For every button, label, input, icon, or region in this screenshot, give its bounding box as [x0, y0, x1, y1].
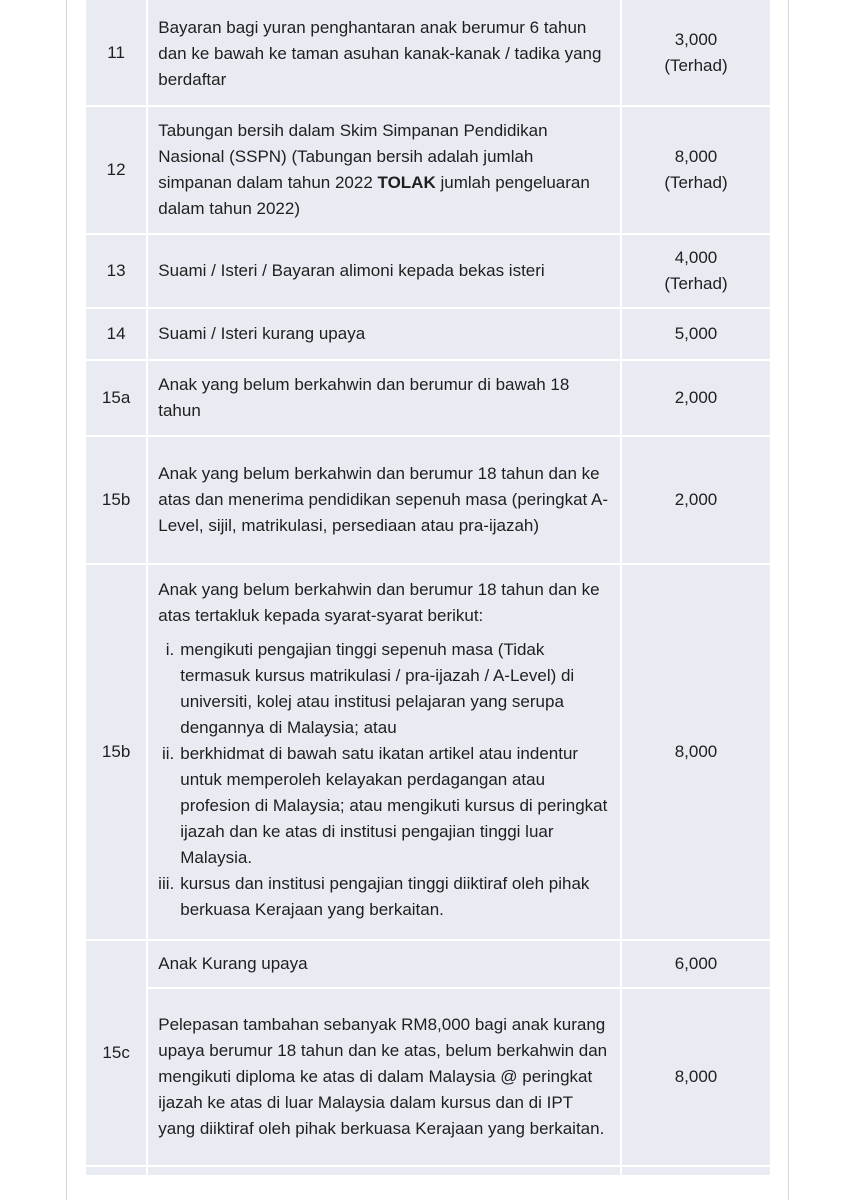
table-row — [86, 235, 770, 307]
row-amount-partial — [622, 1167, 770, 1175]
table-row — [86, 107, 770, 233]
row-amount-note: (Terhad) — [664, 274, 728, 293]
row-amount: 4,000 — [674, 248, 718, 267]
row-number: 13 — [86, 235, 146, 307]
row-amount: 8,000 — [622, 989, 770, 1165]
row-number: 11 — [86, 0, 146, 105]
list-item-text: kursus dan institusi pengajian tinggi diiktiraf oleh pihak berkuasa Kerajaan yang berkaitan. — [180, 874, 590, 919]
tax-relief-table — [84, 0, 772, 1177]
page-frame-left — [66, 0, 67, 1200]
row-amount-note: (Terhad) — [664, 55, 728, 75]
row-description — [148, 565, 620, 939]
row-description: Bayaran bagi yuran penghantaran anak berumur 6 tahun dan ke bawah ke taman asuhan kanak-kanak / tadika yang berdaftar — [148, 0, 620, 105]
row-description: Suami / Isteri / Bayaran alimoni kepada bekas isteri — [148, 235, 620, 307]
row-description-text: Tabungan bersih dalam Skim Simpanan Pendidikan Nasional (SSPN) (Tabungan bersih adalah jumlah simpanan dalam tahun 2022 — [158, 121, 548, 192]
list-item — [158, 741, 610, 871]
row-amount: 8,000 — [674, 147, 718, 166]
row-description: Suami / Isteri kurang upaya — [148, 309, 620, 359]
list-item-text: berkhidmat di bawah satu ikatan artikel atau indentur untuk memperoleh kelayakan perdagangan atau profesion di Malaysia; atau mengikuti kursus di peringkat ijazah dan ke atas di institusi pengajian tinggi luar Malaysia. — [180, 744, 608, 867]
list-item — [158, 637, 610, 741]
row-amount-cell — [622, 235, 770, 307]
row-description: Anak yang belum berkahwin dan berumur 18 tahun dan ke atas dan menerima pendidikan sepenuh masa (peringkat A-Level, sijil, matrikulasi, persediaan atau pra-ijazah) — [148, 437, 620, 563]
row-amount: 5,000 — [622, 309, 770, 359]
row-description: Anak Kurang upaya — [148, 941, 620, 987]
table-row — [86, 0, 770, 105]
row-amount-cell — [622, 0, 770, 105]
row-number: 15a — [86, 361, 146, 435]
table-row — [86, 565, 770, 939]
row-number: 12 — [86, 107, 146, 233]
list-item — [158, 871, 610, 923]
row-description-emphasis: TOLAK — [377, 173, 436, 192]
table-row — [86, 437, 770, 563]
list-item-number: i. — [165, 640, 175, 659]
table-row — [86, 309, 770, 359]
list-item-number: iii. — [158, 874, 175, 893]
row-description: Anak yang belum berkahwin dan berumur di bawah 18 tahun — [148, 361, 620, 435]
row-number: 15b — [86, 565, 146, 939]
table-row-partial — [86, 1167, 770, 1175]
row-amount: 2,000 — [622, 437, 770, 563]
row-number: 14 — [86, 309, 146, 359]
row-description: Pelepasan tambahan sebanyak RM8,000 bagi anak kurang upaya berumur 18 tahun dan ke atas, belum berkahwin dan mengikuti diploma ke atas di dalam Malaysia @ peringkat ijazah ke atas di luar Malaysia dalam kursus dan di IPT yang diiktiraf oleh pihak berkuasa Kerajaan yang berkaitan. — [148, 989, 620, 1165]
table-row — [86, 989, 770, 1165]
table-row — [86, 361, 770, 435]
row-amount: 8,000 — [622, 565, 770, 939]
row-description-intro: Anak yang belum berkahwin dan berumur 18 tahun dan ke atas tertakluk kepada syarat-syarat berikut: — [158, 580, 600, 625]
row-amount-cell — [622, 107, 770, 233]
row-number-partial — [86, 1167, 146, 1175]
row-number: 15c — [86, 941, 146, 1165]
condition-list — [158, 637, 610, 923]
list-item-text: mengikuti pengajian tinggi sepenuh masa (Tidak termasuk kursus matrikulasi / pra-ijazah / A-Level) di universiti, kolej atau institusi pelajaran yang serupa dengannya di Malaysia; atau — [180, 640, 575, 737]
page-frame-right — [788, 0, 789, 1200]
list-item-number: ii. — [161, 744, 175, 763]
row-description-text: jumlah pengeluaran dalam tahun 2022) — [158, 173, 590, 218]
row-number: 15b — [86, 437, 146, 563]
row-amount-note: (Terhad) — [664, 173, 728, 192]
row-description-partial — [148, 1167, 620, 1175]
row-amount: 3,000 — [674, 29, 718, 49]
row-amount: 6,000 — [622, 941, 770, 987]
table-row — [86, 941, 770, 987]
row-description — [148, 107, 620, 233]
row-amount: 2,000 — [622, 361, 770, 435]
